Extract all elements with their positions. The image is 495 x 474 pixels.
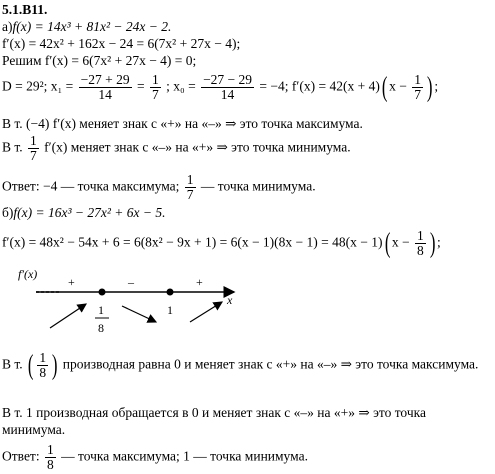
min-line-num: 1: [30, 133, 37, 148]
x1-equals: =: [136, 78, 145, 94]
x1-value-num: 1: [151, 72, 159, 87]
x1-label: x₁ =: [50, 78, 74, 94]
discriminant: D = 29²;: [2, 78, 48, 94]
part-b-answer: [2, 443, 308, 472]
point2-label: 1: [167, 303, 173, 317]
part-b-fpx-fraction: [415, 229, 426, 258]
answer-a-fraction: [185, 173, 196, 202]
part-b-min-line-1: В т. 1 производная обращается в 0 и меняет знак с «–» на «+» ⇒ это точка: [2, 405, 426, 420]
b-max-fraction: [37, 351, 48, 380]
fp-factored-den: 7: [414, 87, 422, 102]
problem-id: 5.1.B11.: [2, 2, 48, 17]
part-b-fpx-num: 1: [416, 228, 424, 243]
answer-a-pre: Ответ: −4 — точка максимума;: [2, 178, 180, 194]
answer-b-post: — точка максимума; 1 — точка минимума.: [61, 448, 308, 464]
part-b-fpx-den: 8: [416, 243, 424, 258]
answer-b-pre: Ответ:: [2, 448, 40, 464]
part-b-function: [2, 206, 166, 220]
part-b-max-line: В т. ( $\frac{1}{8}$ ) производная равна 0 и меняет знак с «+» на «–» ⇒ это точка максимума.: [2, 349, 479, 381]
part-a-max-line: В т. (−4) f′(x) меняет знак с «+» на «–» ⇒ это точка максимума.: [2, 116, 363, 131]
b-max-pre: В т.: [2, 356, 23, 372]
x0-label: ; x₀ =: [166, 78, 196, 94]
part-a-fx: f(x) = 14x³ + 81x² − 24x − 2.: [12, 19, 172, 34]
answer-b-fraction: [45, 443, 56, 472]
sign-diagram: [0, 262, 260, 344]
part-a-label: а): [2, 19, 13, 34]
part-a-solve: Решим f′(x) = 6(7x² + 27x − 4) = 0;: [2, 53, 197, 68]
min-line-pre: В т.: [2, 139, 23, 155]
fp-factored-fraction: [412, 73, 423, 102]
critical-point-1-8: [99, 289, 106, 296]
sign-minus: –: [128, 275, 134, 289]
b-max-num: 1: [39, 350, 47, 365]
answer-b-den: 8: [46, 457, 54, 472]
arrow-decreasing: [122, 306, 156, 322]
part-b-fpx-end: ;: [437, 234, 441, 250]
axis-x-label: x: [227, 293, 233, 307]
x0-numerator: −27 − 29: [203, 72, 253, 87]
answer-a-den: 7: [186, 187, 194, 202]
x1-fraction: [79, 73, 132, 102]
fp-factored-num: 1: [414, 72, 422, 87]
sign-plus-right: +: [196, 275, 203, 289]
part-b-min-line-2: минимума.: [2, 422, 66, 437]
fp-factored-inner: x −: [389, 78, 407, 94]
x0-denominator: 14: [220, 87, 235, 102]
part-b-label: б): [2, 205, 14, 220]
x0-value: = −4;: [259, 78, 289, 94]
b-max-post: производная равна 0 и меняет знак с «+» на «–» ⇒ это точка максимума.: [62, 356, 479, 372]
diagram-fp-label: f′(x): [18, 267, 38, 281]
min-line-fraction: [28, 134, 39, 163]
answer-a-post: — точка минимума.: [200, 178, 316, 194]
answer-a-num: 1: [186, 172, 194, 187]
point1-den: 8: [98, 321, 104, 335]
answer-b-num: 1: [46, 442, 54, 457]
part-a-function: [2, 20, 171, 34]
part-a-answer: [2, 173, 316, 202]
fp-factored-end: ;: [434, 78, 439, 94]
x1-denominator: 14: [98, 87, 112, 102]
x1-value-den: 7: [151, 87, 159, 102]
point1-num: 1: [98, 303, 104, 317]
part-b-fpx-pre: f′(x) = 48x² − 54x + 6 = 6(8x² − 9x + 1) = 6(x − 1)(8x − 1) = 48(x − 1): [2, 234, 383, 250]
part-a-roots: D = 29²; x₁ = $\frac{-27 + 29}{14}$ = $\frac{1}{7}$ ; x₀ = $\frac{-27 - 29}{14}$ = −4; f′(x) = 42(x + 4)( x − $\frac{1}{7}$ ) ;: [2, 71, 439, 103]
part-b-fx: f(x) = 16x³ − 27x² + 6x − 5.: [13, 205, 166, 220]
min-line-post: f′(x) меняет знак с «–» на «+» ⇒ это точка минимума.: [44, 139, 351, 155]
part-a-derivative: f′(x) = 42x² + 162x − 24 = 6(7x² + 27x − 4);: [2, 36, 241, 51]
x1-value: [150, 73, 161, 102]
fp-factored: f′(x) = 42(x + 4): [291, 78, 380, 94]
min-line-den: 7: [30, 148, 37, 163]
sign-plus-left: +: [68, 275, 75, 289]
arrow-increasing-2: [190, 302, 222, 322]
arrow-increasing-1: [50, 304, 86, 328]
critical-point-1: [167, 289, 174, 296]
x0-fraction: [201, 73, 254, 102]
part-b-derivative: f′(x) = 48x² − 54x + 6 = 6(8x² − 9x + 1) = 6(x − 1)(8x − 1) = 48(x − 1)( x − $\frac{1}{8}$ ) ;: [2, 227, 441, 259]
b-max-den: 8: [39, 365, 47, 380]
part-b-fpx-inner: x −: [391, 234, 410, 250]
x1-numerator: −27 + 29: [80, 72, 130, 87]
part-a-min-line: [2, 134, 351, 163]
